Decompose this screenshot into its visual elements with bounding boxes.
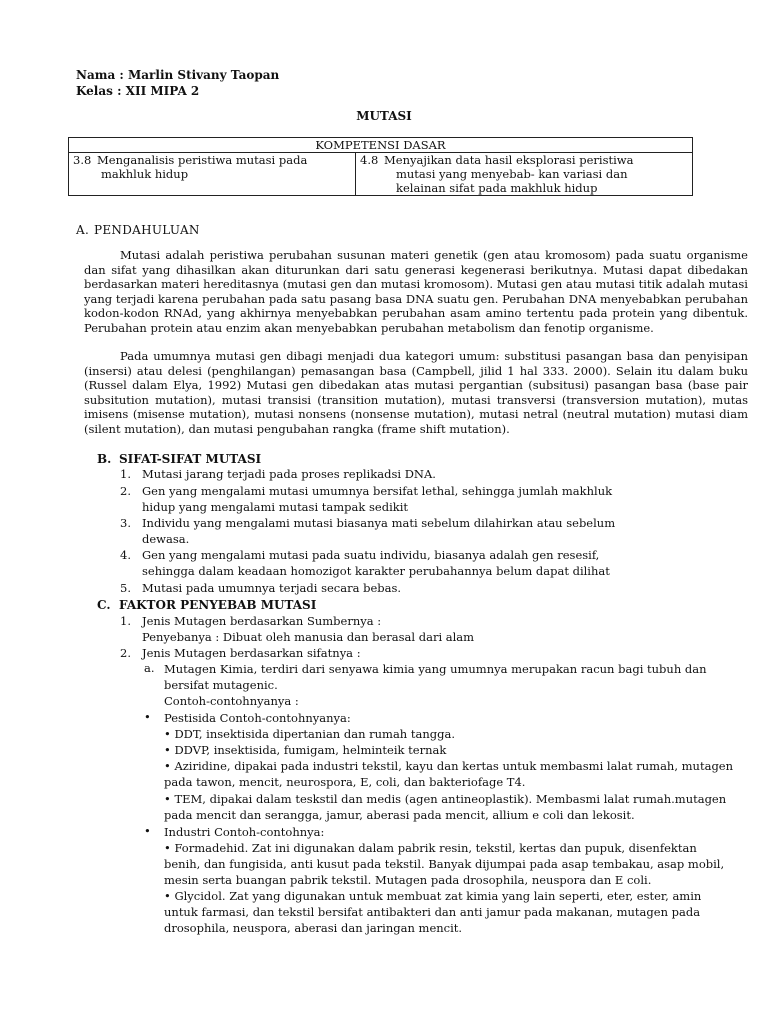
- sub-item-line: Mutagen Kimia, terdiri dari senyawa kimia yang umumnya merupakan racun bagi tubuh dan: [164, 662, 707, 676]
- kompetensi-left-number: 3.8: [73, 153, 92, 167]
- student-class: Kelas : XII MIPA 2: [76, 84, 200, 98]
- pestisida-line: pada tawon, mencit, neurospora, E, coli, dan bakteriofage T4.: [164, 775, 526, 789]
- pendahuluan-paragraph-2: Pada umumnya mutasi gen dibagi menjadi dua kategori umum: substitusi pasangan basa dan penyisipan (insersi) atau delesi (penghilangan) pemasangan basa (Campbell, jilid 1 hal 333. 2000). Selain itu dalam buku (Russel dalam Elya, 1992) Mutasi gen dibedakan atas mutasi pergantian (subsitusi) pasangan basa (base pair subsitution mutation), mutasi transisi (transition mutation), mutasi transversi (transversion mutation), mutas imisens (misense mutation), mutasi nonsens (nonsense mutation), mutasi netral (neutral mutation) mutasi diam (silent mutation), dan mutasi pengubahan rangka (frame shift mutation).: [84, 349, 748, 436]
- pestisida-line: • TEM, dipakai dalam teskstil dan medis (agen antineoplastik). Membasmi lalat rumah.mutagen: [164, 792, 727, 806]
- section-a-title: PENDAHULUAN: [94, 223, 200, 237]
- sub-item-marker: a.: [144, 661, 155, 675]
- kompetensi-left-line: makhluk hidup: [101, 167, 189, 181]
- section-b-title: SIFAT-SIFAT MUTASI: [119, 452, 262, 466]
- kompetensi-right-number: 4.8: [360, 153, 379, 167]
- industri-line: untuk farmasi, dan tekstil bersifat antibakteri dan anti jamur pada makanan, mutagen pada: [164, 905, 701, 919]
- list-item: 2. Jenis Mutagen berdasarkan sifatnya :: [120, 646, 361, 660]
- list-item: 1. Jenis Mutagen berdasarkan Sumbernya :: [120, 614, 382, 628]
- kompetensi-right-line: kelainan sifat pada makhluk hidup: [396, 181, 598, 195]
- kompetensi-left-cell: [69, 153, 356, 196]
- bullet-marker: •: [144, 710, 151, 724]
- list-item-continuation: sehingga dalam keadaan homozigot karakter perubahannya belum dapat dilihat: [142, 564, 610, 578]
- kompetensi-right-line: Menyajikan data hasil eksplorasi peristiwa: [384, 153, 634, 167]
- section-a-heading: [76, 223, 200, 237]
- kompetensi-right-line: mutasi yang menyebab- kan variasi dan: [396, 167, 628, 181]
- industri-line: • Formadehid. Zat ini digunakan dalam pabrik resin, tekstil, kertas dan pupuk, disenfektan: [164, 841, 697, 855]
- list-item-continuation: hidup yang mengalami mutasi tampak sedikit: [142, 500, 409, 514]
- industri-line: benih, dan fungisida, anti kusut pada tekstil. Banyak dijumpai pada asap tembakau, asap mobil,: [164, 857, 725, 871]
- section-c-label: C.: [97, 598, 111, 612]
- section-a-label: A.: [76, 223, 90, 237]
- pestisida-line: • DDT, insektisida dipertanian dan rumah tangga.: [164, 727, 455, 741]
- kompetensi-heading: KOMPETENSI DASAR: [69, 138, 693, 153]
- list-item: 4. Gen yang mengalami mutasi pada suatu individu, biasanya adalah gen resesif,: [120, 548, 600, 562]
- industri-line: mesin serta buangan pabrik tekstil. Mutagen pada drosophila, neuspora dan E coli.: [164, 873, 652, 887]
- list-item: 1. Mutasi jarang terjadi pada proses replikadsi DNA.: [120, 467, 436, 481]
- list-item-detail: Penyebanya : Dibuat oleh manusia dan berasal dari alam: [142, 630, 475, 644]
- list-item: 2. Gen yang mengalami mutasi umumnya bersifat lethal, sehingga jumlah makhluk: [120, 484, 613, 498]
- student-name: Nama : Marlin Stivany Taopan: [76, 68, 280, 82]
- sub-item-line: bersifat mutagenic.: [164, 678, 278, 692]
- pestisida-line: • Aziridine, dipakai pada industri tekstil, kayu dan kertas untuk membasmi lalat rumah, mutagen: [164, 759, 734, 773]
- section-b-heading: [97, 452, 261, 466]
- pestisida-title: Pestisida Contoh-contohnyanya:: [164, 711, 351, 725]
- list-item: 3. Individu yang mengalami mutasi biasanya mati sebelum dilahirkan atau sebelum: [120, 516, 616, 530]
- section-c-heading: [97, 598, 316, 612]
- document-title: MUTASI: [356, 109, 412, 123]
- sub-item-line: Contoh-contohnyanya :: [164, 694, 299, 708]
- pestisida-line: pada mencit dan serangga, jamur, aberasi pada mencit, allium e coli dan lekosit.: [164, 808, 635, 822]
- pestisida-line: • DDVP, insektisida, fumigam, helminteik ternak: [164, 743, 447, 757]
- section-b-label: B.: [97, 452, 112, 466]
- kompetensi-left-line: Menganalisis peristiwa mutasi pada: [97, 153, 308, 167]
- list-item: 5. Mutasi pada umumnya terjadi secara bebas.: [120, 581, 402, 595]
- industri-line: drosophila, neuspora, aberasi dan jaringan mencit.: [164, 921, 463, 935]
- bullet-marker: •: [144, 824, 151, 838]
- list-item-continuation: dewasa.: [142, 532, 190, 546]
- kompetensi-right-cell: [356, 153, 693, 196]
- industri-title: Industri Contoh-contohnya:: [164, 825, 325, 839]
- kompetensi-dasar-table: [68, 137, 693, 196]
- industri-line: • Glycidol. Zat yang digunakan untuk membuat zat kimia yang lain seperti, eter, ester, amin: [164, 889, 702, 903]
- section-c-title: FAKTOR PENYEBAB MUTASI: [119, 598, 317, 612]
- pendahuluan-paragraph-1: Mutasi adalah peristiwa perubahan susunan materi genetik (gen atau kromosom) pada suatu organisme dan sifat yang dihasilkan akan diturunkan dari satu generasi kegenerasi berikutnya. Mutasi dapat dibedakan berdasarkan materi hereditasnya (mutasi gen dan mutasi kromosom). Mutasi gen atau mutasi titik adalah mutasi yang terjadi karena perubahan pada satu pasang basa DNA suatu gen. Perubahan DNA menyebabkan perubahan kodon-kodon RNAd, yang akhirnya menyebabkan perubahan asam amino tertentu pada protein yang dibentuk. Perubahan protein atau enzim akan menyebabkan perubahan metabolism dan fenotip organisme.: [84, 248, 748, 335]
